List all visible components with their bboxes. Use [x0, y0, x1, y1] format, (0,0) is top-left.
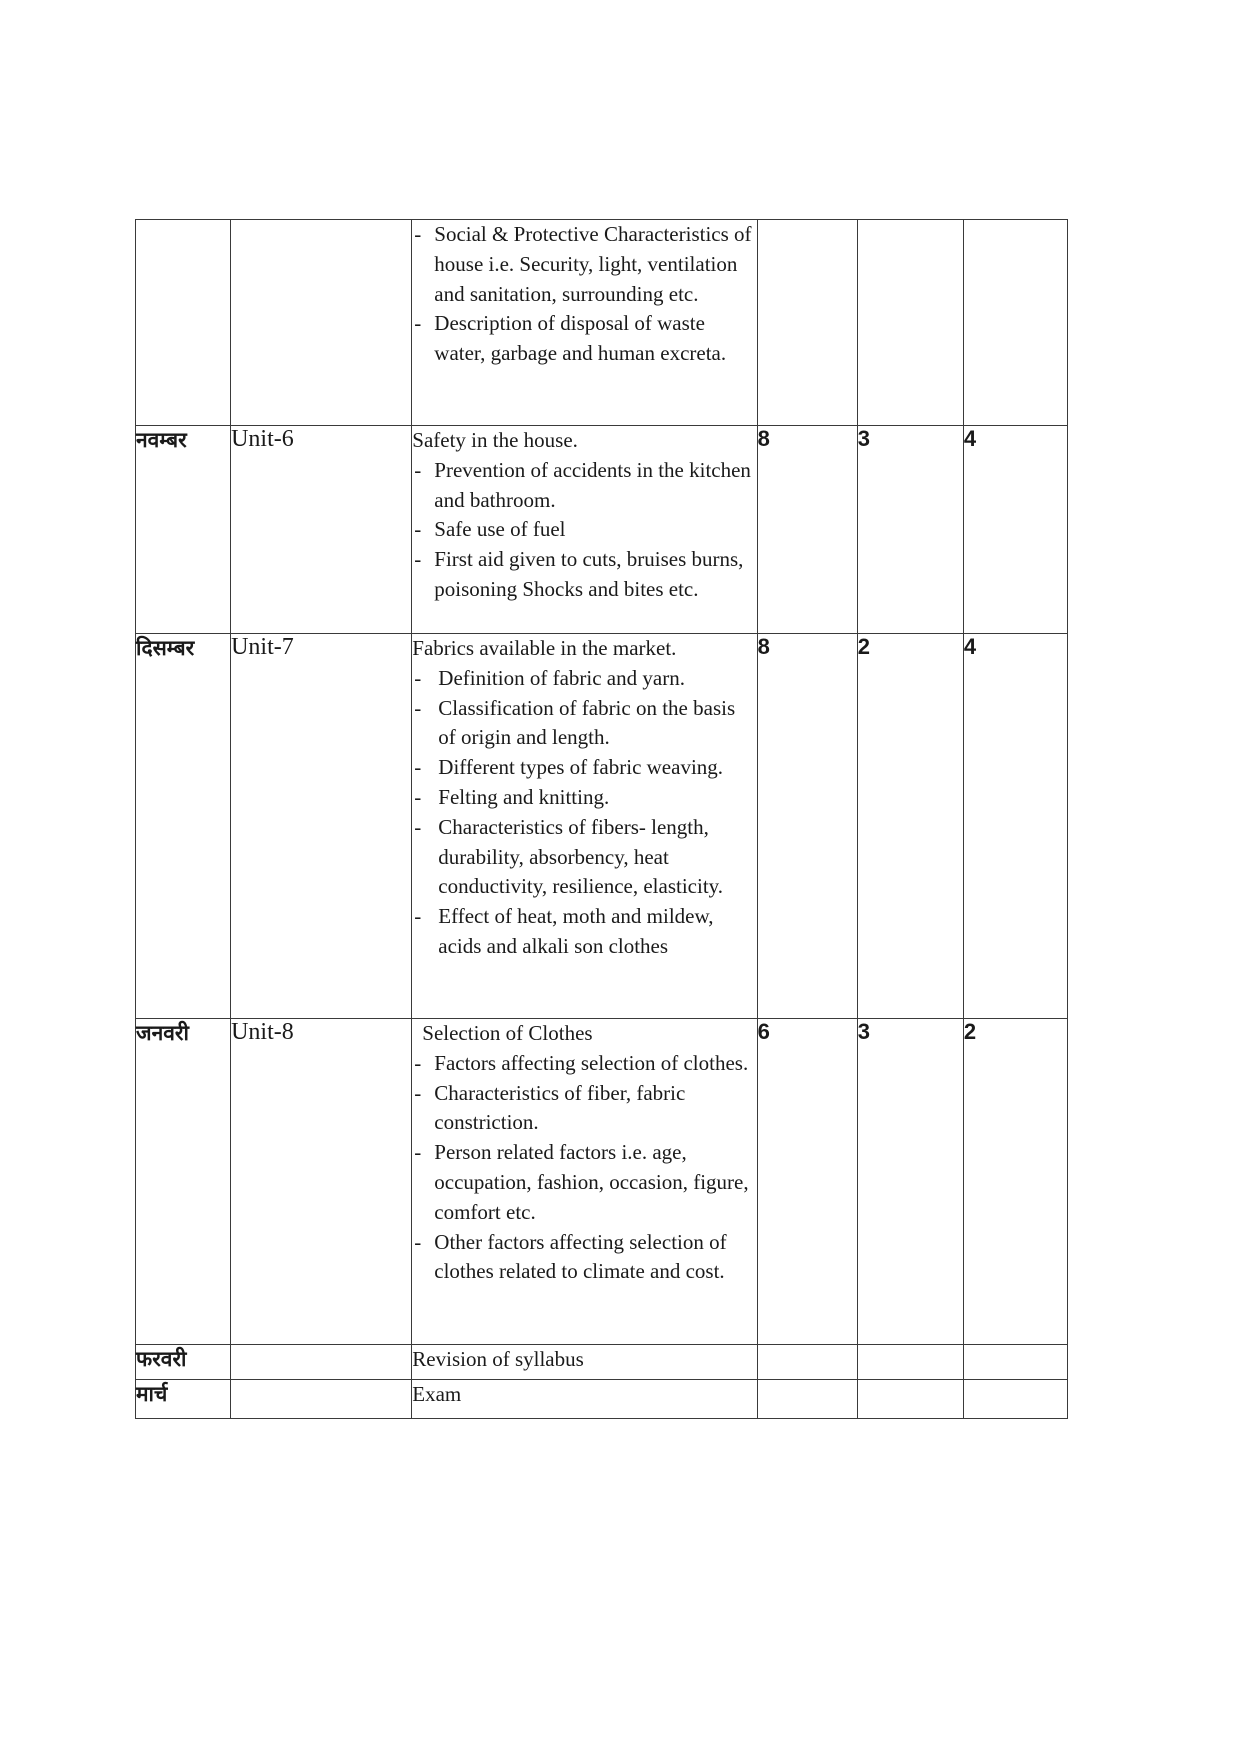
topic-list	[412, 456, 756, 605]
list-item: - Safe use of fuel	[412, 515, 756, 545]
unit-cell: Unit-7	[231, 634, 412, 1019]
content-cell	[412, 1345, 757, 1380]
unit-cell	[231, 1380, 412, 1419]
topic-list	[412, 1049, 756, 1287]
unit-heading: Fabrics available in the market.	[412, 636, 677, 660]
hours-cell	[757, 220, 857, 426]
hours-cell	[757, 1380, 857, 1419]
list-item: - Effect of heat, moth and mildew, acids and alkali son clothes	[412, 902, 756, 962]
weightage-cell	[963, 1345, 1067, 1380]
content-cell	[412, 1019, 757, 1345]
practical-cell	[857, 1380, 963, 1419]
content-cell	[412, 634, 757, 1019]
unit-heading: Safety in the house.	[412, 428, 578, 452]
unit-cell: Unit-6	[231, 426, 412, 634]
table-row	[136, 1380, 1068, 1419]
unit-heading: Revision of syllabus	[412, 1347, 584, 1371]
unit-cell	[231, 1345, 412, 1380]
hours-cell: 8	[757, 426, 857, 634]
list-item: - Description of disposal of waste water, garbage and human excreta.	[412, 309, 756, 369]
weightage-cell	[963, 220, 1067, 426]
hours-cell: 6	[757, 1019, 857, 1345]
syllabus-table	[135, 219, 1068, 1419]
weightage-cell: 2	[963, 1019, 1067, 1345]
content-cell	[412, 426, 757, 634]
list-item: - Different types of fabric weaving.	[412, 753, 756, 783]
practical-cell	[857, 1345, 963, 1380]
hours-cell: 8	[757, 634, 857, 1019]
list-item: - Characteristics of fibers- length, durability, absorbency, heat conductivity, resilience, elasticity.	[412, 813, 756, 902]
hours-cell	[757, 1345, 857, 1380]
weightage-cell	[963, 1380, 1067, 1419]
unit-heading: Exam	[412, 1382, 462, 1406]
practical-cell: 2	[857, 634, 963, 1019]
content-cell	[412, 1380, 757, 1419]
month-cell: फरवरी	[136, 1345, 231, 1380]
list-item: - Person related factors i.e. age, occupation, fashion, occasion, figure, comfort etc.	[412, 1138, 756, 1227]
month-cell: दिसम्बर	[136, 634, 231, 1019]
list-item: - Factors affecting selection of clothes.	[412, 1049, 756, 1079]
practical-cell	[857, 220, 963, 426]
month-cell: जनवरी	[136, 1019, 231, 1345]
list-item: - Other factors affecting selection of clothes related to climate and cost.	[412, 1228, 756, 1288]
weightage-cell: 4	[963, 634, 1067, 1019]
weightage-cell: 4	[963, 426, 1067, 634]
unit-cell	[231, 220, 412, 426]
list-item: - Prevention of accidents in the kitchen and bathroom.	[412, 456, 756, 516]
table-row	[136, 426, 1068, 634]
topic-list	[412, 664, 756, 962]
content-cell	[412, 220, 757, 426]
list-item: - Social & Protective Characteristics of house i.e. Security, light, ventilation and sanitation, surrounding etc.	[412, 220, 756, 309]
topic-list	[412, 220, 756, 369]
table-row	[136, 220, 1068, 426]
unit-heading: Selection of Clothes	[422, 1021, 593, 1045]
table-row	[136, 1019, 1068, 1345]
list-item: - Classification of fabric on the basis of origin and length.	[412, 694, 756, 754]
list-item: - Definition of fabric and yarn.	[412, 664, 756, 694]
month-cell: मार्च	[136, 1380, 231, 1419]
unit-cell: Unit-8	[231, 1019, 412, 1345]
practical-cell: 3	[857, 1019, 963, 1345]
list-item: - First aid given to cuts, bruises burns, poisoning Shocks and bites etc.	[412, 545, 756, 605]
table-row	[136, 634, 1068, 1019]
month-cell: नवम्बर	[136, 426, 231, 634]
list-item: - Felting and knitting.	[412, 783, 756, 813]
table-row	[136, 1345, 1068, 1380]
practical-cell: 3	[857, 426, 963, 634]
list-item: - Characteristics of fiber, fabric constriction.	[412, 1079, 756, 1139]
month-cell	[136, 220, 231, 426]
